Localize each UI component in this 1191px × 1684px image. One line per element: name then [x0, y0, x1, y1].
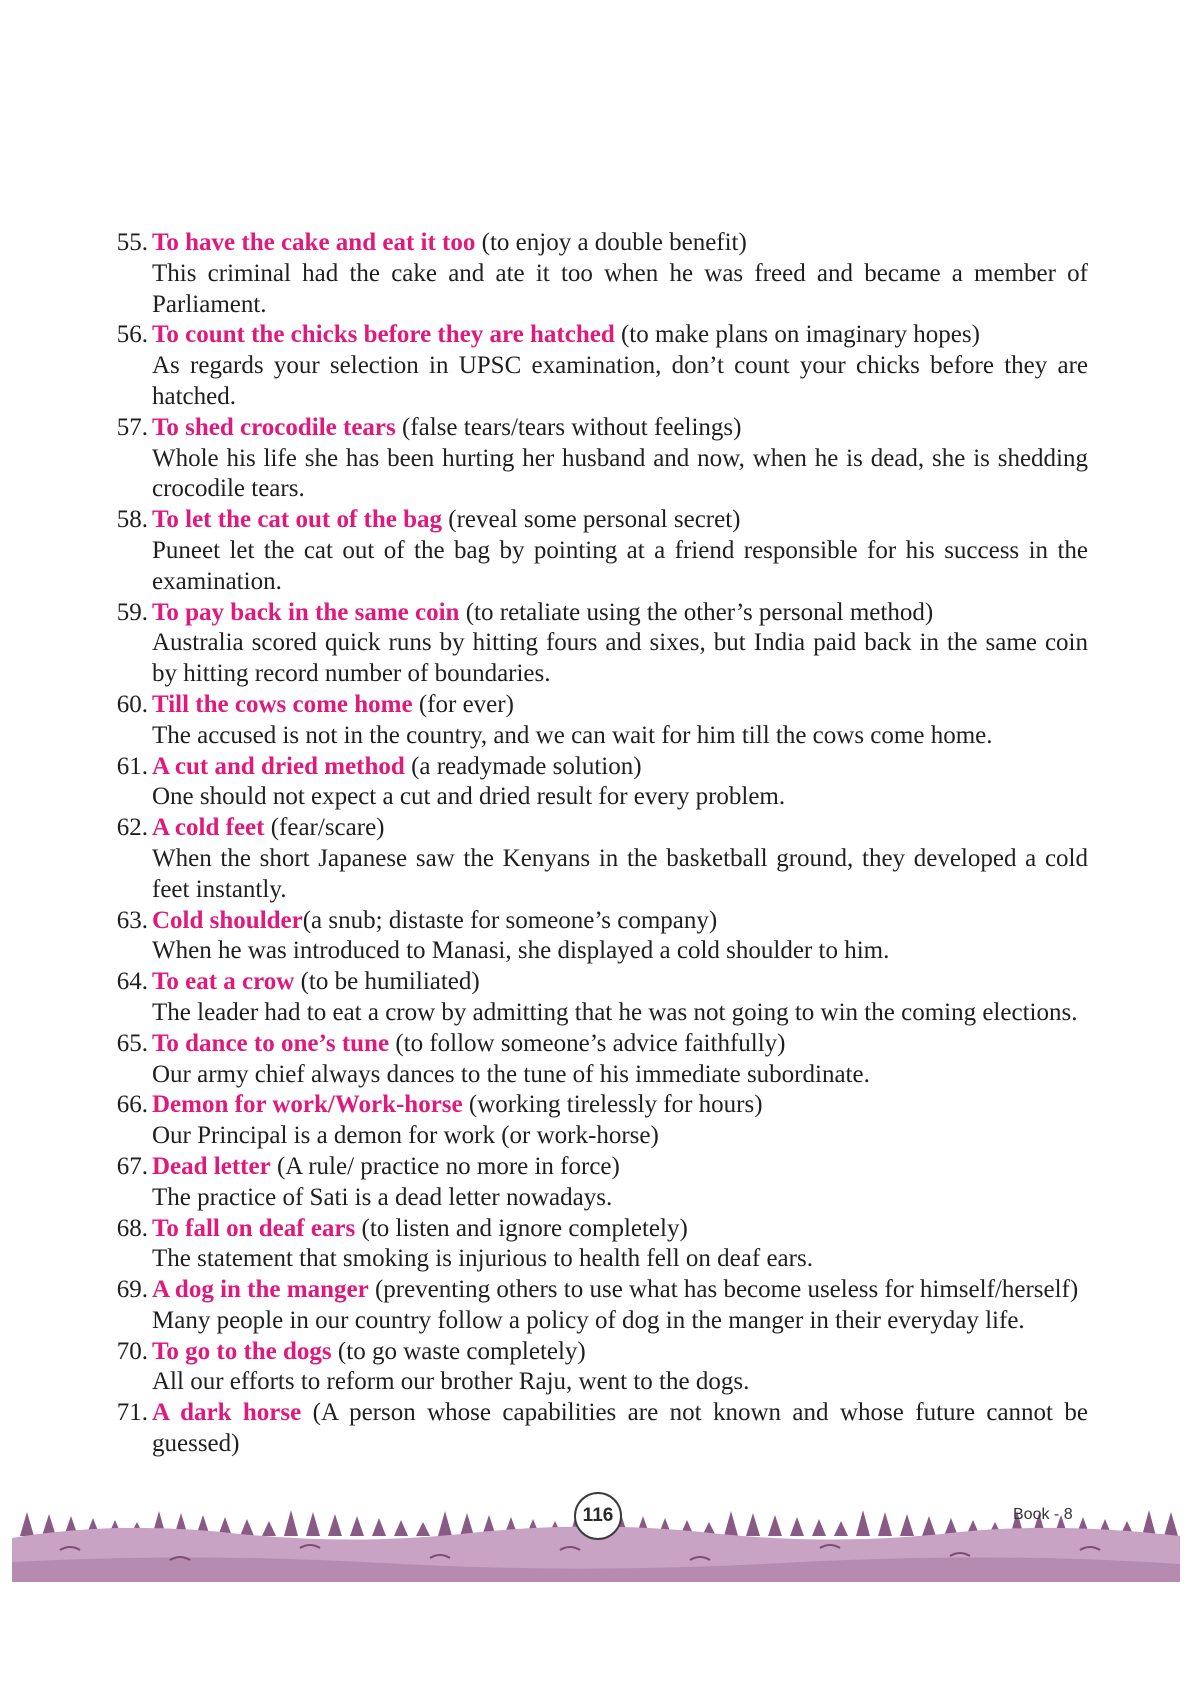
entry-number: 59. [116, 598, 148, 626]
entry-heading [152, 813, 1088, 844]
tree-icon [1142, 1510, 1156, 1536]
idiom-meaning: (to be humiliated) [294, 968, 480, 996]
idiom-phrase: To let the cat out of the bag [152, 506, 443, 534]
idiom-meaning: (A rule/ practice no more in force) [270, 1152, 620, 1180]
entry-number: 62. [116, 814, 148, 842]
idiom-phrase: To fall on deaf ears [152, 1214, 356, 1242]
entry-number: 64. [116, 968, 148, 996]
entry-heading [152, 906, 1088, 937]
idiom-entry [108, 320, 1088, 412]
idiom-phrase: To shed crocodile tears [152, 413, 396, 441]
entry-heading [152, 752, 1088, 783]
idiom-phrase: A cut and dried method [152, 752, 405, 780]
tree-icon [240, 1519, 254, 1536]
idiom-entry [108, 505, 1088, 597]
idiom-entry [108, 813, 1088, 905]
idiom-meaning: (to go waste completely) [331, 1337, 586, 1365]
idiom-phrase: To count the chicks before they are hatched [152, 321, 615, 349]
idiom-example: One should not expect a cut and dried result for every problem. [152, 783, 786, 811]
idiom-example: Many people in our country follow a policy of dog in the manger in their everyday life. [152, 1306, 1025, 1334]
entry-number: 60. [116, 690, 148, 718]
entry-heading [152, 690, 1088, 721]
entry-number: 71. [116, 1399, 148, 1427]
idiom-entry [108, 228, 1088, 320]
idiom-example: The leader had to eat a crow by admitting that he was not going to win the coming elections. [152, 998, 1078, 1026]
idiom-example: The practice of Sati is a dead letter nowadays. [152, 1183, 613, 1211]
entry-heading [152, 1275, 1088, 1306]
entry-heading [152, 1152, 1088, 1183]
entry-heading [152, 320, 1088, 351]
idiom-phrase: A dog in the manger [152, 1276, 369, 1304]
entry-heading [152, 598, 1088, 629]
idiom-phrase: Demon for work/Work-horse [152, 1091, 463, 1119]
entry-number: 63. [116, 906, 148, 934]
tree-icon [746, 1513, 760, 1536]
entry-number: 68. [116, 1214, 148, 1242]
idiom-phrase: To eat a crow [152, 968, 295, 996]
entry-number: 70. [116, 1337, 148, 1365]
idiom-phrase: To dance to one’s tune [152, 1029, 390, 1057]
tree-icon [724, 1511, 738, 1536]
idiom-meaning: (A person whose capabilities are not known and whose future cannot be guessed) [152, 1399, 1088, 1458]
idiom-example: Whole his life she has been hurting her husband and now, when he is dead, she is shedding crocodile tears. [152, 444, 1088, 503]
idiom-phrase: Till the cows come home [152, 690, 413, 718]
idiom-meaning: (false tears/tears without feelings) [395, 413, 742, 441]
entry-heading [152, 967, 1088, 998]
entry-number: 66. [116, 1091, 148, 1119]
entry-number: 55. [116, 229, 148, 256]
idiom-phrase: To have the cake and eat it too [152, 229, 476, 256]
idiom-entry [108, 413, 1088, 505]
idiom-meaning: (to listen and ignore completely) [355, 1214, 688, 1242]
idiom-meaning: (working tirelessly for hours) [462, 1091, 763, 1119]
entry-number: 65. [116, 1029, 148, 1057]
idiom-entry [108, 1090, 1088, 1152]
idiom-phrase: Dead letter [152, 1152, 271, 1180]
tree-icon [306, 1512, 320, 1536]
entry-number: 61. [116, 752, 148, 780]
idiom-entry [108, 906, 1088, 968]
tree-icon [20, 1512, 34, 1536]
tree-icon [812, 1519, 826, 1536]
idiom-example: Our Principal is a demon for work (or work-horse) [152, 1122, 659, 1150]
tree-icon [1164, 1512, 1178, 1536]
idiom-example: Puneet let the cat out of the bag by pointing at a friend responsible for his success in the examination. [152, 536, 1088, 595]
idiom-example: Our army chief always dances to the tune of his immediate subordinate. [152, 1060, 870, 1088]
idiom-entry [108, 1214, 1088, 1276]
idiom-phrase: To go to the dogs [152, 1337, 332, 1365]
idiom-example: The statement that smoking is injurious to health fell on deaf ears. [152, 1245, 813, 1273]
entry-heading [152, 1214, 1088, 1245]
idiom-meaning: (to enjoy a double benefit) [475, 229, 747, 256]
entry-heading [152, 1029, 1088, 1060]
idiom-entry [108, 598, 1088, 690]
entry-number: 56. [116, 321, 148, 349]
idiom-meaning: (to make plans on imaginary hopes) [614, 321, 980, 349]
tree-icon [262, 1521, 276, 1536]
idiom-meaning: (a readymade solution) [404, 752, 642, 780]
idiom-meaning: (to retaliate using the other’s personal method) [459, 598, 934, 626]
entry-heading [152, 228, 1088, 259]
idiom-example: Australia scored quick runs by hitting fours and sixes, but India paid back in the same coin by hitting record number of boundaries. [152, 629, 1088, 688]
tree-icon [416, 1522, 430, 1536]
tree-icon [394, 1520, 408, 1536]
idiom-entry [108, 1337, 1088, 1399]
idiom-entry [108, 1029, 1088, 1091]
idiom-entry [108, 752, 1088, 814]
idiom-meaning: (preventing others to use what has become useless for himself/herself) [368, 1276, 1079, 1304]
book-label: Book - 8 [1013, 1506, 1073, 1523]
idiom-example: When he was introduced to Manasi, she displayed a cold shoulder to him. [152, 937, 890, 965]
tree-icon [900, 1514, 914, 1536]
idiom-example: The accused is not in the country, and we can wait for him till the cows come home. [152, 721, 993, 749]
idiom-entry [108, 1275, 1088, 1337]
tree-icon [922, 1516, 936, 1536]
idiom-phrase: A cold feet [152, 814, 265, 842]
idiom-phrase: To pay back in the same coin [152, 598, 460, 626]
idiom-phrase: Cold shoulder [152, 906, 303, 934]
idiom-entry [108, 690, 1088, 752]
tree-icon [438, 1511, 452, 1536]
entry-heading [152, 1398, 1088, 1460]
idiom-entry [108, 1398, 1088, 1460]
entry-number: 67. [116, 1152, 148, 1180]
entry-heading [152, 413, 1088, 444]
tree-icon [350, 1516, 364, 1536]
idiom-example: All our efforts to reform our brother Raju, went to the dogs. [152, 1368, 750, 1396]
entry-number: 57. [116, 413, 148, 441]
idiom-example: This criminal had the cake and ate it too when he was freed and became a member of Parliament. [152, 259, 1088, 318]
idiom-phrase: A dark horse [152, 1399, 302, 1427]
idiom-meaning: (to follow someone’s advice faithfully) [389, 1029, 786, 1057]
tree-icon [790, 1517, 804, 1536]
entry-number: 69. [116, 1276, 148, 1304]
idiom-list [108, 228, 1088, 1460]
idiom-meaning: (reveal some personal secret) [442, 506, 741, 534]
tree-icon [284, 1510, 298, 1536]
idiom-meaning: (for ever) [412, 690, 514, 718]
tree-icon [460, 1513, 474, 1536]
tree-icon [878, 1512, 892, 1536]
idiom-example: As regards your selection in UPSC examination, don’t count your chicks before they are hatched. [152, 352, 1088, 410]
tree-icon [834, 1521, 848, 1536]
tree-icon [856, 1510, 870, 1536]
idiom-meaning: (fear/scare) [264, 814, 385, 842]
tree-icon [372, 1518, 386, 1536]
entry-heading [152, 1337, 1088, 1368]
idiom-entry [108, 1152, 1088, 1214]
entry-heading [152, 1090, 1088, 1121]
tree-icon [328, 1514, 342, 1536]
tree-icon [768, 1515, 782, 1536]
idiom-meaning: (a snub; distaste for someone’s company) [302, 906, 718, 934]
idiom-example: When the short Japanese saw the Kenyans in the basketball ground, they developed a cold feet instantly. [152, 844, 1088, 903]
entry-heading [152, 505, 1088, 536]
idiom-entry [108, 967, 1088, 1029]
entry-number: 58. [116, 506, 148, 534]
page-number: 116 [574, 1492, 622, 1540]
